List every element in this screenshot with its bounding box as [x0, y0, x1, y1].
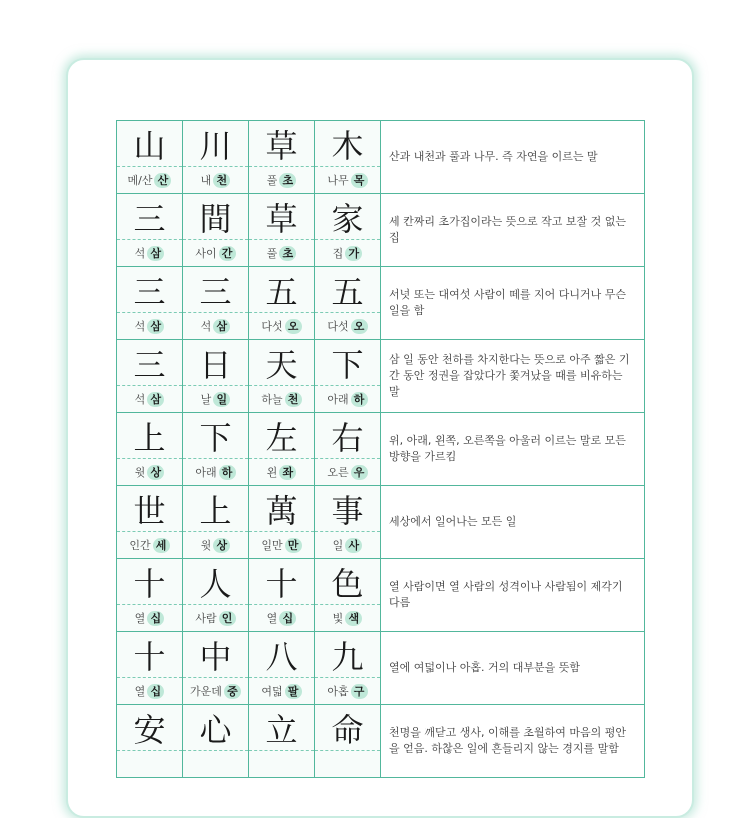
eum-badge: 팔 [285, 684, 302, 699]
hanja-reading [315, 167, 380, 193]
idiom-row [117, 121, 645, 194]
hanja-cell [315, 340, 381, 412]
hanja-reading [117, 240, 182, 266]
eum-badge: 상 [147, 465, 164, 480]
hun-text: 석 [134, 393, 146, 406]
idiom-row [117, 486, 645, 559]
hun-text: 사이 [195, 247, 217, 260]
eum-badge: 삼 [213, 319, 230, 334]
hanja-reading [315, 605, 380, 631]
hanja-reading [183, 167, 248, 193]
hanja-cell [249, 340, 315, 412]
eum-badge: 상 [213, 538, 230, 553]
hanja-reading [117, 678, 182, 704]
hun-text: 아래 [327, 393, 349, 406]
hanja-cell [249, 413, 315, 485]
hun-text: 아홉 [327, 685, 349, 698]
hanja-reading [117, 459, 182, 485]
hun-text: 사람 [195, 612, 217, 625]
hun-text: 빛 [332, 612, 344, 625]
idiom-meaning: 산과 내천과 풀과 나무. 즉 자연을 이르는 말 [381, 121, 645, 193]
hanja-cell [183, 121, 249, 193]
hanja-char: 心 [183, 705, 248, 751]
hanja-char: 川 [183, 121, 248, 167]
idiom-meaning: 서넛 또는 대여섯 사람이 떼를 지어 다니거나 무슨 일을 함 [381, 267, 645, 339]
eum-badge: 초 [279, 173, 296, 188]
hun-text: 열 [134, 685, 146, 698]
hanja-char: 世 [117, 486, 182, 532]
hanja-cell [117, 194, 183, 266]
hanja-cell [315, 705, 381, 777]
hanja-char: 萬 [249, 486, 314, 532]
hanja-char: 左 [249, 413, 314, 459]
hanja-cell [117, 267, 183, 339]
hun-text: 나무 [327, 174, 349, 187]
hanja-char: 中 [183, 632, 248, 678]
hun-text: 내 [200, 174, 212, 187]
hun-text: 오른 [327, 466, 349, 479]
hanja-cell [249, 486, 315, 558]
hanja-reading [117, 605, 182, 631]
hanja-char: 十 [249, 559, 314, 605]
hun-text: 일 [332, 539, 344, 552]
idiom-row [117, 413, 645, 486]
hanja-reading [249, 605, 314, 631]
hanja-cell [315, 121, 381, 193]
hanja-char: 十 [117, 632, 182, 678]
hun-text: 다섯 [261, 320, 283, 333]
hanja-cell [315, 267, 381, 339]
idiom-meaning: 위, 아래, 왼쪽, 오른쪽을 아울러 이르는 말로 모든 방향을 가르킴 [381, 413, 645, 485]
hun-text: 석 [134, 320, 146, 333]
idiom-row [117, 267, 645, 340]
hanja-char: 三 [117, 194, 182, 240]
hanja-char: 家 [315, 194, 380, 240]
idiom-row [117, 705, 645, 778]
hanja-char: 下 [183, 413, 248, 459]
eum-badge: 십 [279, 611, 296, 626]
eum-badge: 세 [153, 538, 170, 553]
hanja-char: 九 [315, 632, 380, 678]
hanja-reading [183, 459, 248, 485]
hanja-reading [249, 459, 314, 485]
hanja-reading [117, 167, 182, 193]
eum-badge: 구 [351, 684, 368, 699]
hanja-cell [249, 121, 315, 193]
hanja-char: 天 [249, 340, 314, 386]
hanja-cell [249, 632, 315, 704]
eum-badge: 일 [213, 392, 230, 407]
hanja-reading [315, 751, 380, 777]
eum-badge: 십 [147, 684, 164, 699]
hanja-reading [117, 386, 182, 412]
eum-badge: 좌 [279, 465, 296, 480]
hun-text: 메/산 [127, 174, 153, 187]
hanja-reading [117, 313, 182, 339]
hanja-reading [183, 678, 248, 704]
eum-badge: 인 [219, 611, 236, 626]
eum-badge: 하 [351, 392, 368, 407]
hanja-reading [249, 240, 314, 266]
hanja-reading [315, 678, 380, 704]
hanja-cell [249, 705, 315, 777]
hanja-reading [249, 313, 314, 339]
hun-text: 아래 [195, 466, 217, 479]
hanja-reading [315, 386, 380, 412]
hanja-cell [183, 413, 249, 485]
hun-text: 열 [266, 612, 278, 625]
hun-text: 일만 [261, 539, 283, 552]
hanja-cell [117, 705, 183, 777]
eum-badge: 오 [351, 319, 368, 334]
eum-badge: 천 [213, 173, 230, 188]
hanja-cell [183, 559, 249, 631]
eum-badge: 초 [279, 246, 296, 261]
hun-text: 윗 [200, 539, 212, 552]
idiom-meaning: 열에 여덟이나 아홉. 거의 대부분을 뜻함 [381, 632, 645, 704]
hun-text: 날 [200, 393, 212, 406]
eum-badge: 삼 [147, 319, 164, 334]
hanja-cell [183, 632, 249, 704]
hun-text: 석 [134, 247, 146, 260]
eum-badge: 사 [345, 538, 362, 553]
hanja-reading [183, 386, 248, 412]
eum-badge: 우 [351, 465, 368, 480]
eum-badge: 천 [285, 392, 302, 407]
idiom-meaning: 세 칸짜리 초가집이라는 뜻으로 작고 보잘 것 없는 집 [381, 194, 645, 266]
hun-text: 열 [134, 612, 146, 625]
hanja-reading [249, 751, 314, 777]
eum-badge: 색 [345, 611, 362, 626]
hanja-char: 事 [315, 486, 380, 532]
hanja-char: 三 [117, 267, 182, 313]
hanja-char: 命 [315, 705, 380, 751]
hanja-cell [183, 486, 249, 558]
hanja-cell [117, 632, 183, 704]
hanja-char: 三 [117, 340, 182, 386]
hanja-reading [183, 605, 248, 631]
hanja-cell [117, 559, 183, 631]
hanja-cell [117, 340, 183, 412]
idiom-meaning: 천명을 깨닫고 생사, 이해를 초월하여 마음의 평안을 얻음. 하찮은 일에 흔들리지 않는 경지를 말함 [381, 705, 645, 777]
hanja-reading [315, 459, 380, 485]
idiom-row [117, 194, 645, 267]
idiom-meaning: 세상에서 일어나는 모든 일 [381, 486, 645, 558]
hanja-char: 五 [249, 267, 314, 313]
hanja-cell [249, 267, 315, 339]
hun-text: 인간 [129, 539, 151, 552]
hanja-char: 山 [117, 121, 182, 167]
hanja-cell [117, 121, 183, 193]
hun-text: 풀 [266, 247, 278, 260]
hanja-reading [249, 532, 314, 558]
hanja-char: 上 [183, 486, 248, 532]
hanja-char: 日 [183, 340, 248, 386]
hanja-reading [117, 532, 182, 558]
hanja-char: 間 [183, 194, 248, 240]
hanja-char: 三 [183, 267, 248, 313]
hanja-reading [315, 532, 380, 558]
hanja-reading [315, 313, 380, 339]
idiom-table [116, 120, 645, 778]
hanja-reading [183, 240, 248, 266]
hanja-reading [249, 678, 314, 704]
hanja-reading [315, 240, 380, 266]
eum-badge: 하 [219, 465, 236, 480]
hanja-cell [117, 413, 183, 485]
idiom-meaning: 삼 일 동안 천하를 차지한다는 뜻으로 아주 짧은 기간 동안 정권을 잡았다가 쫓겨났을 때를 비유하는 말 [381, 340, 645, 412]
hanja-char: 上 [117, 413, 182, 459]
hanja-cell [183, 194, 249, 266]
idiom-row [117, 340, 645, 413]
hanja-cell [117, 486, 183, 558]
hanja-reading [249, 167, 314, 193]
hun-text: 풀 [266, 174, 278, 187]
hanja-reading [183, 751, 248, 777]
hanja-cell [249, 559, 315, 631]
hanja-cell [315, 559, 381, 631]
eum-badge: 산 [154, 173, 171, 188]
eum-badge: 십 [147, 611, 164, 626]
hanja-char: 右 [315, 413, 380, 459]
idiom-meaning: 열 사람이면 열 사람의 성격이나 사람됨이 제각기 다름 [381, 559, 645, 631]
hun-text: 윗 [134, 466, 146, 479]
hun-text: 하늘 [261, 393, 283, 406]
hanja-reading [249, 386, 314, 412]
hanja-char: 八 [249, 632, 314, 678]
hanja-cell [183, 705, 249, 777]
hanja-char: 木 [315, 121, 380, 167]
hun-text: 석 [200, 320, 212, 333]
hun-text: 다섯 [327, 320, 349, 333]
hun-text: 집 [332, 247, 344, 260]
hanja-cell [315, 413, 381, 485]
hun-text: 여덟 [261, 685, 283, 698]
hanja-reading [117, 751, 182, 777]
eum-badge: 삼 [147, 246, 164, 261]
idiom-row [117, 632, 645, 705]
hanja-char: 立 [249, 705, 314, 751]
hanja-cell [315, 194, 381, 266]
hanja-char: 草 [249, 194, 314, 240]
eum-badge: 목 [351, 173, 368, 188]
hanja-cell [315, 486, 381, 558]
hanja-char: 下 [315, 340, 380, 386]
eum-badge: 삼 [147, 392, 164, 407]
eum-badge: 중 [224, 684, 241, 699]
hanja-char: 五 [315, 267, 380, 313]
eum-badge: 만 [285, 538, 302, 553]
eum-badge: 간 [219, 246, 236, 261]
hanja-char: 人 [183, 559, 248, 605]
idiom-row [117, 559, 645, 632]
hanja-cell [183, 340, 249, 412]
hun-text: 가운데 [190, 685, 222, 698]
hanja-char: 色 [315, 559, 380, 605]
hanja-reading [183, 532, 248, 558]
hanja-char: 草 [249, 121, 314, 167]
hanja-cell [315, 632, 381, 704]
hanja-char: 安 [117, 705, 182, 751]
hun-text: 왼 [266, 466, 278, 479]
hanja-cell [249, 194, 315, 266]
hanja-char: 十 [117, 559, 182, 605]
eum-badge: 가 [345, 246, 362, 261]
eum-badge: 오 [285, 319, 302, 334]
hanja-cell [183, 267, 249, 339]
hanja-reading [183, 313, 248, 339]
